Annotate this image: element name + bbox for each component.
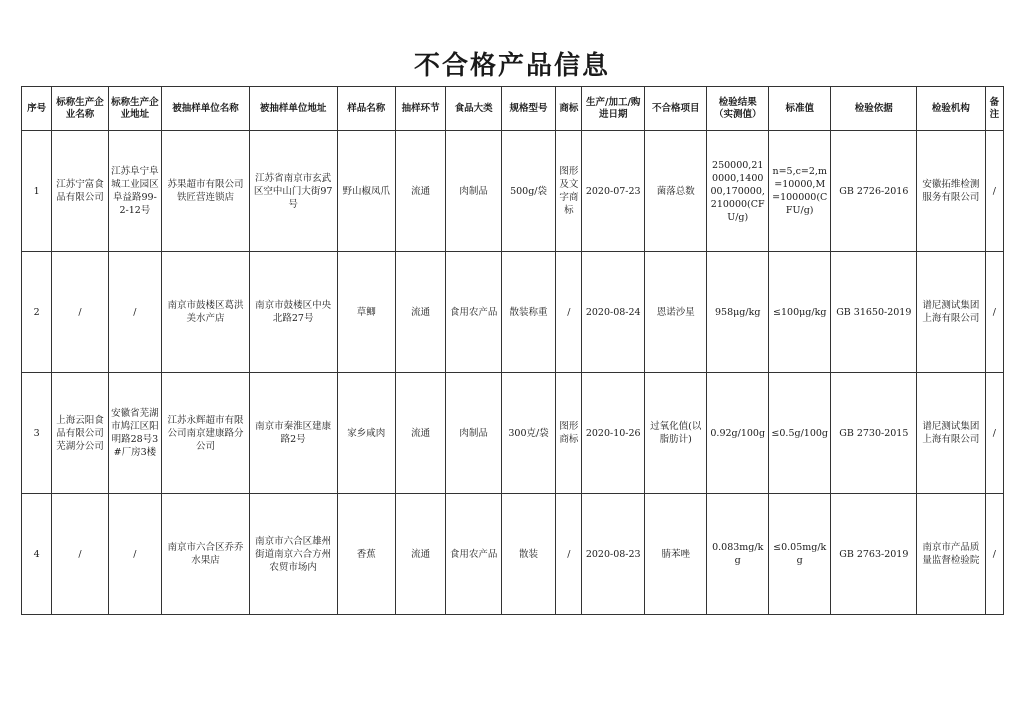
table-row [22,494,1004,615]
cell-test-basis: GB 2730-2015 [831,373,917,494]
cell-specification: 300克/袋 [501,373,555,494]
cell-remarks: / [985,252,1003,373]
cell-test-agency: 安徽拓维检测服务有限公司 [917,131,986,252]
header-manufacturer-name: 标称生产企业名称 [52,87,108,131]
cell-trademark: 图形及文字商标 [556,131,582,252]
cell-specification: 500g/袋 [501,131,555,252]
cell-manufacturer-name: / [52,494,108,615]
header-sample-name: 样品名称 [337,87,395,131]
cell-manufacturer-address: 安徽省芜湖市鸠江区阳明路28号3#厂房3楼 [108,373,161,494]
cell-manufacturer-address: 江苏阜宁阜城工业园区阜益路99-2-12号 [108,131,161,252]
header-row [22,87,1004,131]
header-date: 生产/加工/购进日期 [582,87,645,131]
cell-failed-item: 过氧化值(以脂肪计) [644,373,707,494]
cell-test-result: 250000,210000,140000,170000,210000(CFU/g) [707,131,769,252]
cell-sampled-unit-address: 江苏省南京市玄武区空中山门大街97号 [249,131,337,252]
header-sampling-stage: 抽样环节 [395,87,445,131]
cell-remarks: / [985,131,1003,252]
header-failed-item: 不合格项目 [644,87,707,131]
header-test-agency: 检验机构 [917,87,986,131]
cell-manufacturer-name: 江苏宁富食品有限公司 [52,131,108,252]
cell-sampled-unit-name: 南京市六合区乔乔水果店 [162,494,250,615]
cell-manufacturer-name: / [52,252,108,373]
cell-sample-name: 野山椒凤爪 [337,131,395,252]
cell-standard-value: ≤0.05mg/kg [768,494,831,615]
cell-test-basis: GB 2763-2019 [831,494,917,615]
cell-trademark: 图形商标 [556,373,582,494]
header-specification: 规格型号 [501,87,555,131]
table-row [22,252,1004,373]
header-standard-value: 标准值 [768,87,831,131]
cell-test-basis: GB 31650-2019 [831,252,917,373]
cell-specification: 散装 [501,494,555,615]
cell-manufacturer-address: / [108,494,161,615]
cell-sampled-unit-name: 南京市鼓楼区葛洪美水产店 [162,252,250,373]
cell-sampled-unit-address: 南京市鼓楼区中央北路27号 [249,252,337,373]
table-row [22,131,1004,252]
cell-manufacturer-address: / [108,252,161,373]
cell-sampling-stage: 流通 [395,494,445,615]
unqualified-products-table [21,86,1004,615]
cell-sampled-unit-name: 苏果超市有限公司铁匠营连锁店 [162,131,250,252]
cell-trademark: / [556,494,582,615]
cell-remarks: / [985,494,1003,615]
cell-test-agency: 谱尼测试集团上海有限公司 [917,373,986,494]
cell-index: 3 [22,373,52,494]
cell-food-category: 食用农产品 [446,494,501,615]
cell-sample-name: 香蕉 [337,494,395,615]
header-test-result: 检验结果（实测值） [707,87,769,131]
cell-food-category: 食用农产品 [446,252,501,373]
cell-failed-item: 菌落总数 [644,131,707,252]
cell-date: 2020-08-24 [582,252,645,373]
cell-sampling-stage: 流通 [395,252,445,373]
cell-specification: 散装称重 [501,252,555,373]
header-sampled-unit-address: 被抽样单位地址 [249,87,337,131]
cell-test-result: 0.083mg/kg [707,494,769,615]
cell-index: 2 [22,252,52,373]
cell-standard-value: n=5,c=2,m=10000,M=100000(CFU/g) [768,131,831,252]
cell-standard-value: ≤100μg/kg [768,252,831,373]
cell-manufacturer-name: 上海云阳食品有限公司芜湖分公司 [52,373,108,494]
cell-standard-value: ≤0.5g/100g [768,373,831,494]
cell-sampled-unit-address: 南京市秦淮区建康路2号 [249,373,337,494]
cell-sampled-unit-name: 江苏永辉超市有限公司南京建康路分公司 [162,373,250,494]
cell-failed-item: 恩诺沙星 [644,252,707,373]
cell-sampling-stage: 流通 [395,131,445,252]
cell-index: 4 [22,494,52,615]
cell-sampled-unit-address: 南京市六合区雄州街道南京六合方州农贸市场内 [249,494,337,615]
header-test-basis: 检验依据 [831,87,917,131]
cell-trademark: / [556,252,582,373]
cell-food-category: 肉制品 [446,131,501,252]
cell-test-result: 0.92g/100g [707,373,769,494]
cell-date: 2020-10-26 [582,373,645,494]
cell-test-basis: GB 2726-2016 [831,131,917,252]
header-remarks: 备注 [985,87,1003,131]
cell-date: 2020-08-23 [582,494,645,615]
page-title: 不合格产品信息 [413,51,610,81]
header-sampled-unit-name: 被抽样单位名称 [162,87,250,131]
cell-food-category: 肉制品 [446,373,501,494]
cell-sampling-stage: 流通 [395,373,445,494]
cell-sample-name: 草鲫 [337,252,395,373]
header-manufacturer-address: 标称生产企业地址 [108,87,161,131]
header-index: 序号 [22,87,52,131]
cell-sample-name: 家乡咸肉 [337,373,395,494]
header-food-category: 食品大类 [446,87,501,131]
header-trademark: 商标 [556,87,582,131]
cell-date: 2020-07-23 [582,131,645,252]
cell-test-result: 958μg/kg [707,252,769,373]
cell-failed-item: 腈苯唑 [644,494,707,615]
table-row [22,373,1004,494]
cell-index: 1 [22,131,52,252]
cell-test-agency: 谱尼测试集团上海有限公司 [917,252,986,373]
cell-remarks: / [985,373,1003,494]
cell-test-agency: 南京市产品质量监督检验院 [917,494,986,615]
